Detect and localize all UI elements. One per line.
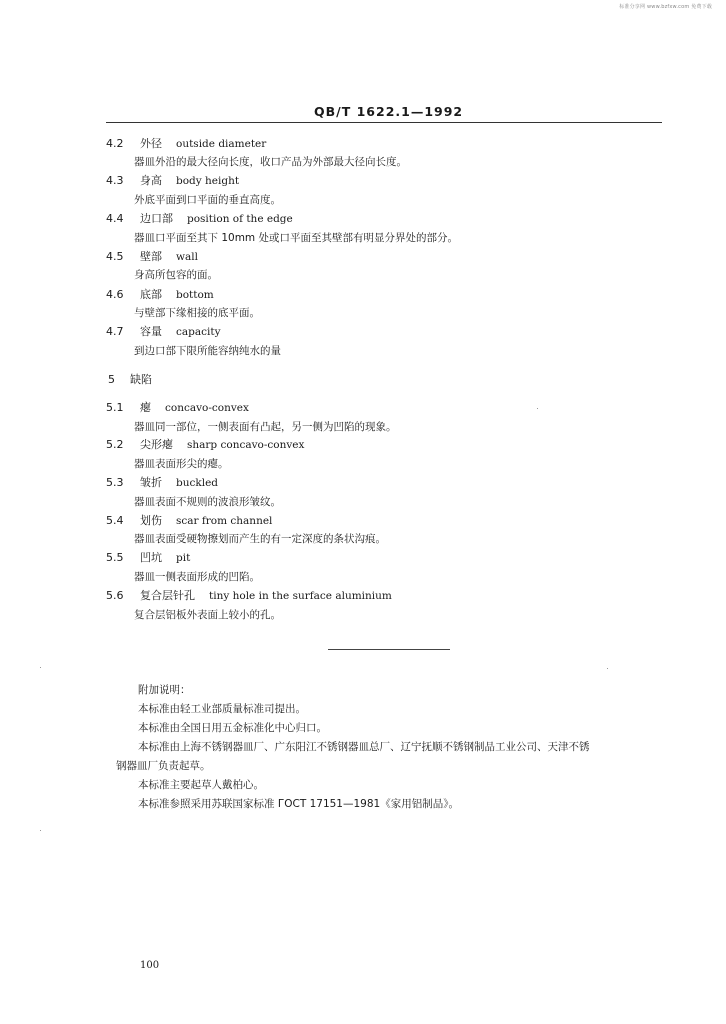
term-chinese: 外径 [140, 137, 162, 150]
term-5-3 [106, 476, 218, 490]
term-5-5 [106, 551, 190, 565]
term-number: 4.2 [106, 137, 124, 150]
term-chinese: 边口部 [140, 212, 173, 225]
definition-5-4: 器皿表面受硬物擦划而产生的有一定深度的条状沟痕。 [134, 533, 386, 545]
term-number: 5.3 [106, 476, 124, 489]
section-title: 缺陷 [130, 373, 152, 386]
term-chinese: 凹坑 [140, 551, 162, 564]
definition-5-2: 器皿表面形尖的瘪。 [134, 458, 229, 470]
page-number: 100 [140, 960, 160, 971]
term-english: bottom [176, 289, 214, 301]
definition-4-3: 外底平面到口平面的垂直高度。 [134, 194, 281, 206]
scan-speck [40, 667, 41, 668]
definition-4-6: 与壁部下缘相接的底平面。 [134, 307, 260, 319]
term-5-4 [106, 514, 272, 528]
term-english: concavo-convex [165, 402, 249, 414]
term-chinese: 皱折 [140, 476, 162, 489]
section-5-heading [108, 373, 152, 387]
term-chinese: 划伤 [140, 514, 162, 527]
term-english: pit [176, 552, 191, 564]
term-5-6 [106, 589, 392, 603]
note-line-3-continued: 钢器皿厂负责起草。 [116, 760, 211, 772]
definition-5-6: 复合层铝板外表面上较小的孔。 [134, 609, 281, 621]
note-line-4: 本标准主要起草人戴柏心。 [138, 779, 264, 791]
note-line-3: 本标准由上海不锈钢器皿厂、广东阳江不锈钢器皿总厂、辽宁抚顺不锈钢制品工业公司、天津不锈 [138, 741, 590, 753]
term-4-3 [106, 174, 239, 188]
end-of-text-rule [328, 649, 450, 650]
definition-4-7: 到边口部下限所能容纳纯水的量 [134, 345, 281, 357]
term-number: 5.5 [106, 551, 124, 564]
scan-speck [537, 408, 538, 409]
term-4-2 [106, 137, 266, 151]
term-5-2 [106, 438, 304, 452]
term-4-6 [106, 288, 214, 302]
term-english: buckled [176, 477, 219, 489]
term-english: body height [176, 175, 240, 187]
term-number: 4.5 [106, 250, 124, 263]
term-number: 5.1 [106, 401, 124, 414]
term-chinese: 身高 [140, 174, 162, 187]
term-english: scar from channel [176, 515, 273, 527]
term-5-1 [106, 401, 249, 415]
definition-5-5: 器皿一侧表面形成的凹陷。 [134, 571, 260, 583]
term-chinese: 尖形瘪 [140, 438, 173, 451]
term-chinese: 复合层针孔 [140, 589, 195, 602]
term-english: sharp concavo-convex [187, 439, 305, 451]
term-english: position of the edge [187, 213, 293, 225]
additional-notes-title: 附加说明： [138, 684, 191, 696]
term-english: capacity [176, 326, 221, 338]
term-number: 4.4 [106, 212, 124, 225]
note-line-2: 本标准由全国日用五金标准化中心归口。 [138, 722, 327, 734]
term-english: outside diameter [176, 138, 267, 150]
term-chinese: 壁部 [140, 250, 162, 263]
term-english: wall [176, 251, 198, 263]
term-chinese: 底部 [140, 288, 162, 301]
term-number: 5.6 [106, 589, 124, 602]
term-english: tiny hole in the surface aluminium [209, 590, 392, 602]
standard-number-header: QB/T 1622.1—1992 [314, 104, 464, 119]
definition-5-1: 器皿同一部位，一侧表面有凸起，另一侧为凹陷的现象。 [134, 421, 397, 433]
site-watermark: 标准分享网 www.bzfxw.com 免费下载 [619, 4, 712, 10]
term-chinese: 容量 [140, 325, 162, 338]
term-4-7 [106, 325, 221, 339]
note-line-5: 本标准参照采用苏联国家标准 ГОСТ 17151—1981《家用铝制品》。 [138, 798, 459, 810]
term-chinese: 瘪 [140, 401, 151, 414]
term-4-5 [106, 250, 198, 264]
definition-4-2: 器皿外沿的最大径向长度，收口产品为外部最大径向长度。 [134, 156, 407, 168]
scan-speck [40, 830, 41, 831]
term-number: 4.6 [106, 288, 124, 301]
note-line-1: 本标准由轻工业部质量标准司提出。 [138, 703, 306, 715]
section-number: 5 [108, 373, 115, 386]
definition-4-4: 器皿口平面至其下 10mm 处或口平面至其壁部有明显分界处的部分。 [134, 232, 458, 244]
term-number: 5.2 [106, 438, 124, 451]
header-rule [106, 122, 662, 123]
scan-speck [607, 668, 608, 669]
term-number: 5.4 [106, 514, 124, 527]
definition-4-5: 身高所包容的面。 [134, 269, 218, 281]
term-4-4 [106, 212, 293, 226]
term-number: 4.3 [106, 174, 124, 187]
term-number: 4.7 [106, 325, 124, 338]
definition-5-3: 器皿表面不规则的波浪形皱纹。 [134, 496, 281, 508]
